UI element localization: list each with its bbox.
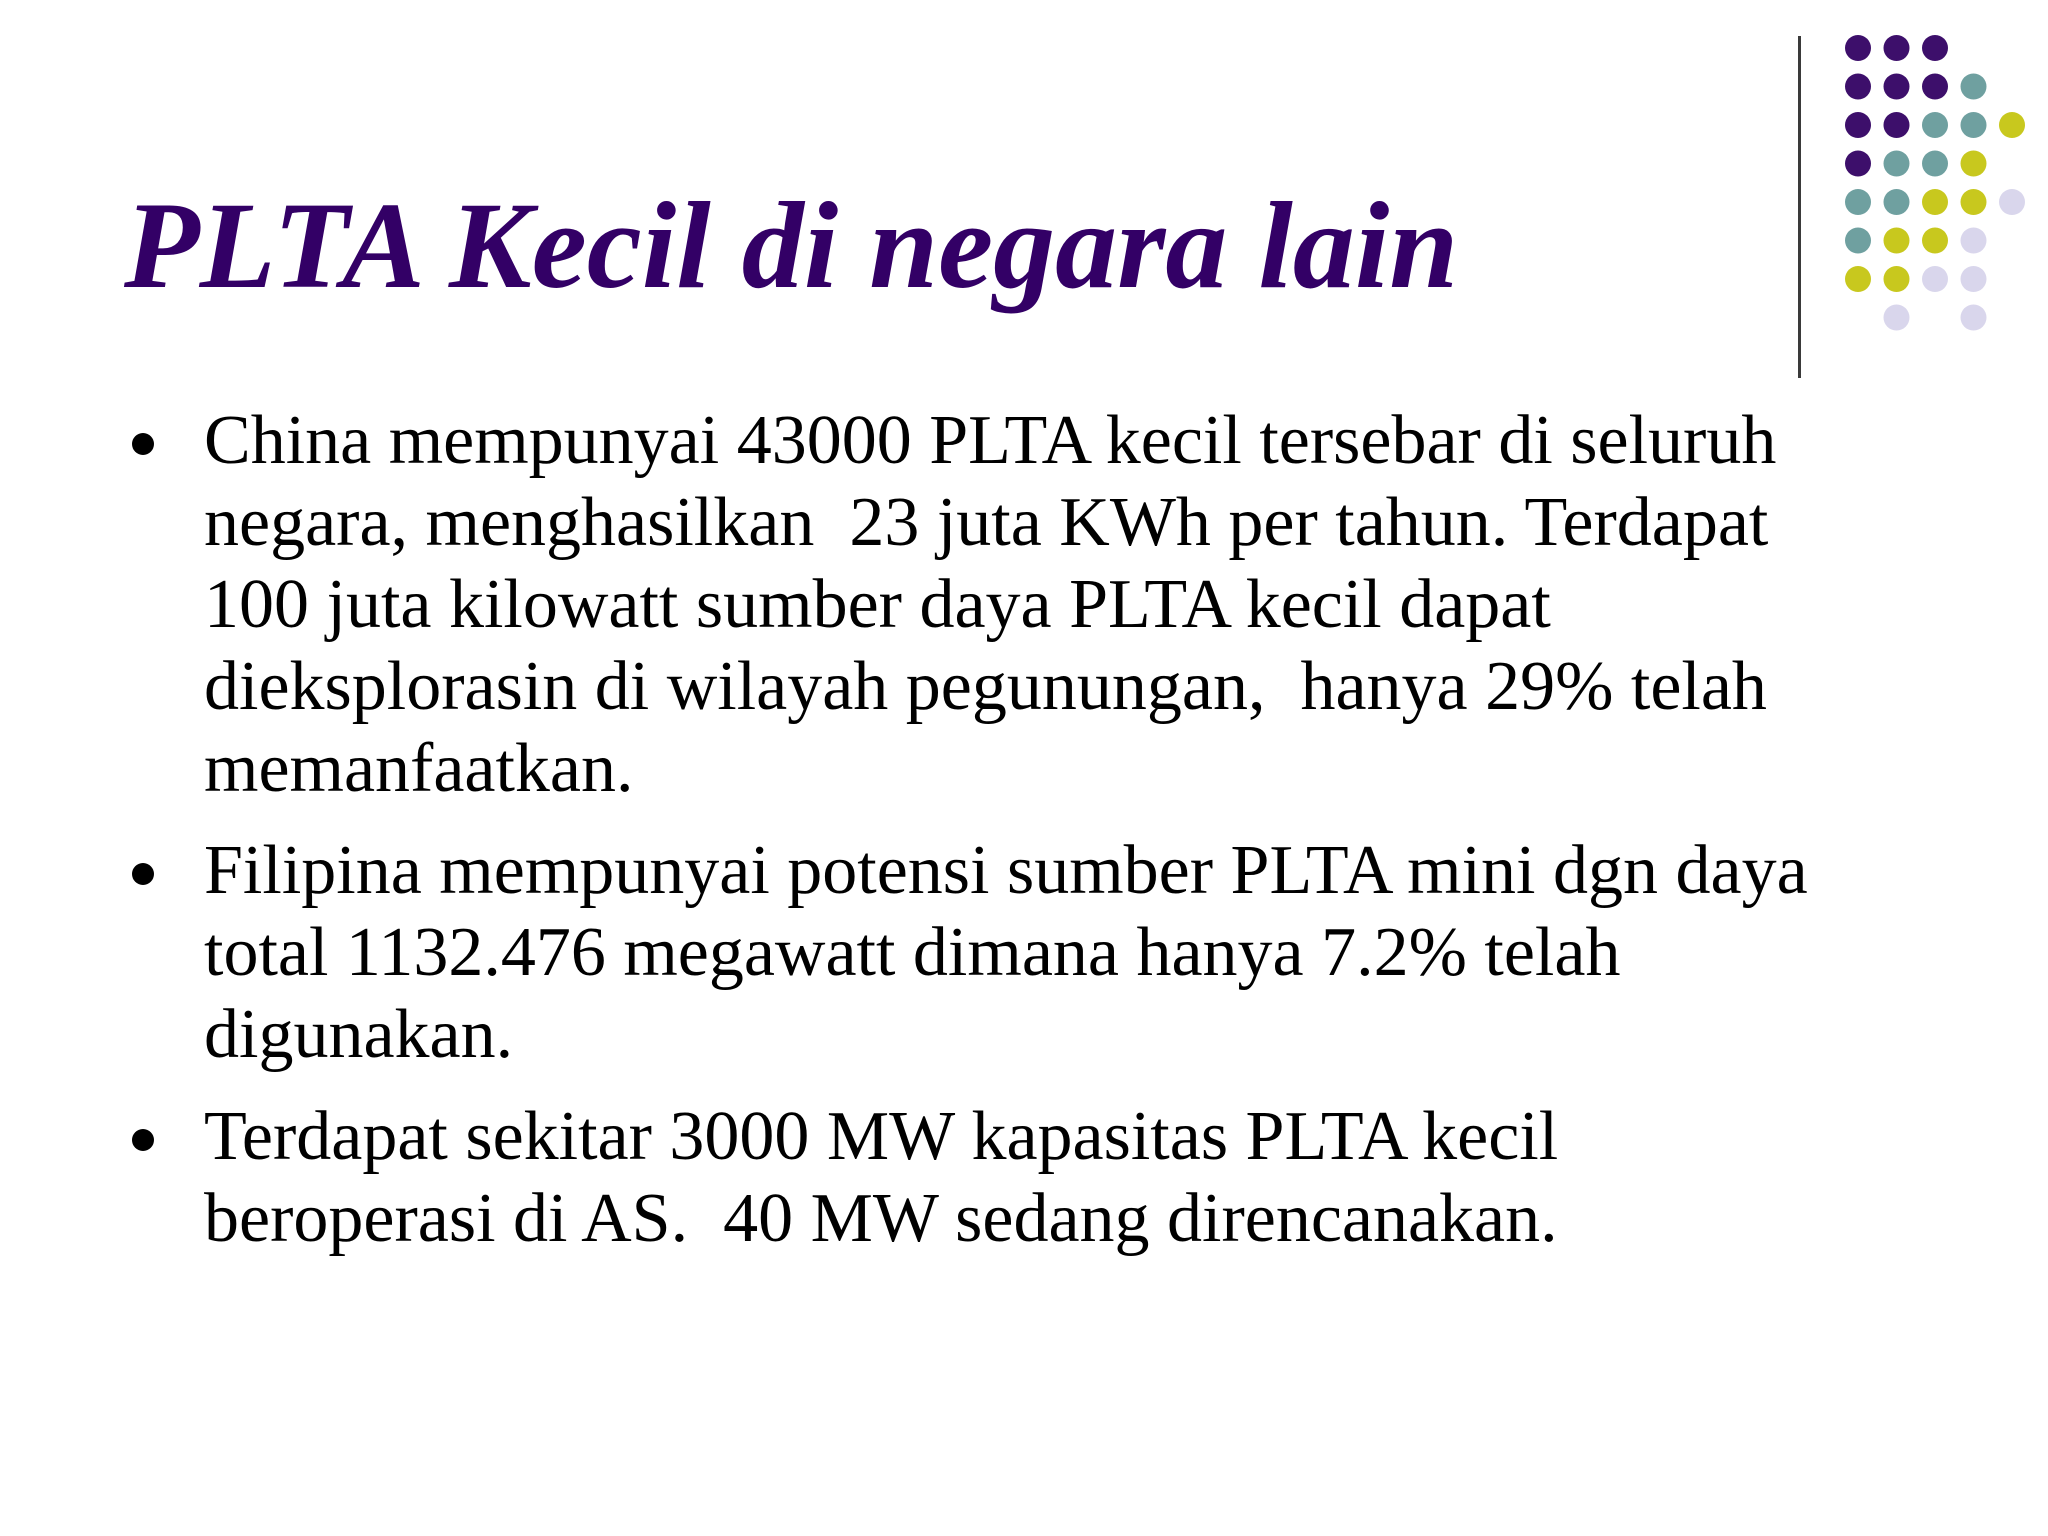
- decorative-dot: [1845, 189, 1871, 215]
- decorative-dot: [1845, 228, 1871, 254]
- bullet-point-icon: [132, 1129, 154, 1151]
- decorative-dot: [1922, 151, 1948, 177]
- decorative-dot: [1961, 74, 1987, 100]
- decorative-dot: [1884, 228, 1910, 254]
- decorative-dot: [1884, 74, 1910, 100]
- decorative-dot: [1922, 112, 1948, 138]
- decorative-dot: [1922, 228, 1948, 254]
- bullet-item: [124, 830, 1924, 1076]
- bullet-point-icon: [132, 433, 154, 455]
- decorative-dot: [1961, 305, 1987, 331]
- decorative-dot: [1922, 266, 1948, 292]
- decorative-dot: [1845, 35, 1871, 61]
- decorative-dot: [1845, 74, 1871, 100]
- decorative-dot: [1922, 35, 1948, 61]
- bullet-list: [124, 400, 1924, 1280]
- decorative-dot: [1961, 228, 1987, 254]
- decorative-dot: [1961, 266, 1987, 292]
- decorative-dot: [1845, 266, 1871, 292]
- bullet-point-icon: [132, 863, 154, 885]
- vertical-divider-line: [1798, 36, 1801, 378]
- slide-title: PLTA Kecil di negara lain: [124, 177, 1459, 314]
- bullet-item: [124, 1096, 1924, 1260]
- decorative-dot: [1884, 189, 1910, 215]
- decorative-dot: [1922, 74, 1948, 100]
- decorative-dot: [1961, 151, 1987, 177]
- decorative-dot: [1961, 112, 1987, 138]
- decorative-dot: [1961, 189, 1987, 215]
- decorative-dot: [1999, 189, 2025, 215]
- bullet-text: Terdapat sekitar 3000 MW kapasitas PLTA kecil beroperasi di AS. 40 MW sedang direncanakan.: [204, 1098, 1559, 1257]
- bullet-text: Filipina mempunyai potensi sumber PLTA mini dgn daya total 1132.476 megawatt dimana hanya 7.2% telah digunakan.: [204, 832, 1808, 1073]
- decorative-dot: [1884, 35, 1910, 61]
- decorative-dot: [1884, 266, 1910, 292]
- decorative-dot: [1884, 112, 1910, 138]
- decorative-dot: [1884, 151, 1910, 177]
- bullet-text: China mempunyai 43000 PLTA kecil tersebar di seluruh negara, menghasilkan 23 juta KWh per tahun. Terdapat 100 juta kilowatt sumber daya PLTA kecil dapat dieksplorasin di wilayah pegunungan, hanya 29% telah memanfaatkan.: [204, 402, 1777, 807]
- decorative-dot: [1884, 305, 1910, 331]
- decorative-dot: [1922, 189, 1948, 215]
- decorative-dot: [1845, 112, 1871, 138]
- bullet-item: [124, 400, 1924, 810]
- decorative-dot: [1845, 151, 1871, 177]
- decorative-dot: [1999, 112, 2025, 138]
